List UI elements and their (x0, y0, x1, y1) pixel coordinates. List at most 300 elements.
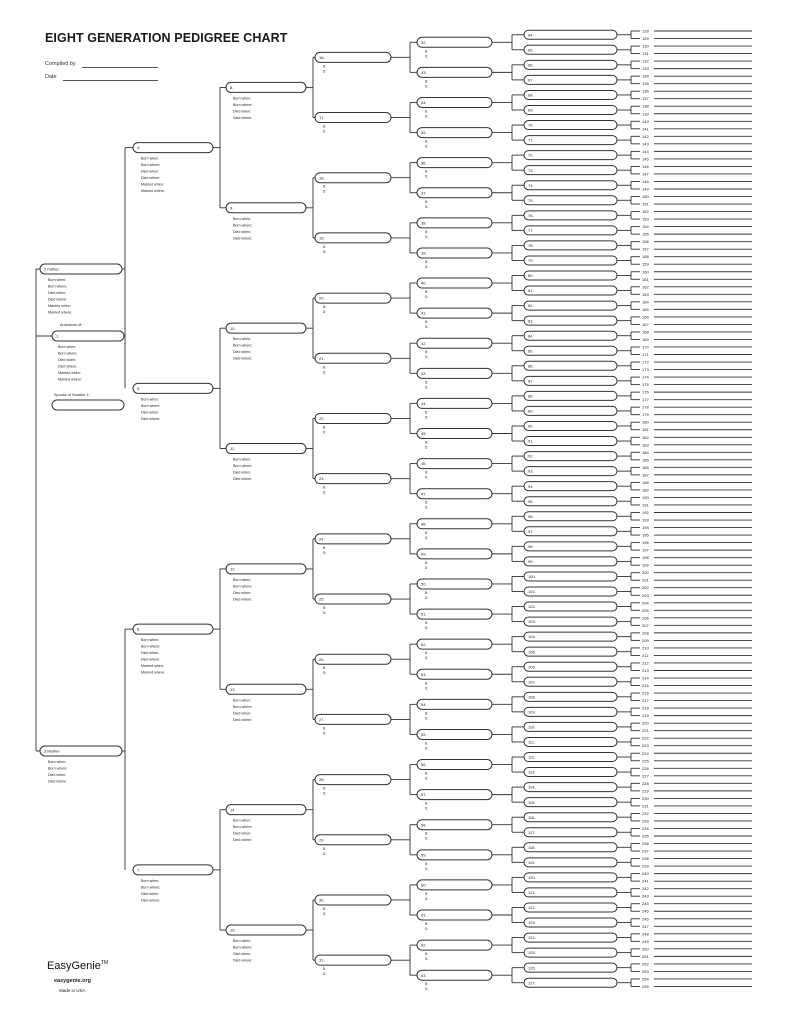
person-63-box[interactable] (417, 970, 492, 980)
person-6-born_where: Born where: (141, 644, 161, 649)
person-27-box-label: 27. (319, 716, 325, 722)
person-60-box[interactable] (417, 880, 492, 890)
person-47-box[interactable] (417, 489, 492, 499)
person-46-box[interactable] (417, 459, 492, 469)
person-5-box-label: 5. (137, 385, 141, 391)
person-99-box[interactable] (524, 557, 617, 566)
person-144-number: 144 (642, 148, 649, 154)
person-109-box[interactable] (524, 707, 617, 716)
person-41-box[interactable] (417, 308, 492, 318)
person-70-box[interactable] (524, 121, 617, 130)
person-88-box-label: 88. (528, 393, 534, 399)
person-113-box-label: 113. (528, 769, 536, 775)
person-48-d: D: (425, 535, 429, 540)
person-126-box[interactable] (524, 963, 617, 972)
person-59-d: D: (425, 866, 429, 871)
person-241-number: 241 (642, 878, 649, 884)
person-54-box[interactable] (417, 699, 492, 709)
person-166-number: 166 (642, 314, 649, 320)
person-39-box[interactable] (417, 248, 492, 258)
person-35-box[interactable] (417, 128, 492, 138)
person-5-died_where: Died where: (141, 416, 161, 421)
person-171-number: 171 (642, 352, 649, 358)
person-95-box[interactable] (524, 497, 617, 506)
person-84-box[interactable] (524, 331, 617, 340)
person-111-box-label: 111. (528, 739, 536, 745)
person-243-number: 243 (642, 893, 649, 899)
person-250-number: 250 (642, 946, 649, 952)
person-77-box[interactable] (524, 226, 617, 235)
person-214-number: 214 (642, 675, 649, 681)
person-36-box[interactable] (417, 158, 492, 168)
person-20-d: D: (323, 310, 327, 315)
person-1-born_where: Born where: (58, 351, 78, 356)
person-114-box-label: 114. (528, 784, 536, 790)
person-27-box[interactable] (315, 714, 391, 724)
person-94-box-label: 94. (528, 483, 534, 489)
person-127-box[interactable] (524, 978, 617, 987)
person-55-box[interactable] (417, 729, 492, 739)
person-177-number: 177 (642, 397, 649, 403)
person-254-number: 254 (642, 976, 649, 982)
person-117-box[interactable] (524, 828, 617, 837)
person-8-born: Born when: (233, 96, 252, 101)
person-50-d: D: (425, 595, 429, 600)
person-56-box[interactable] (417, 760, 492, 770)
person-213-number: 213 (642, 667, 649, 673)
person-127-box-label: 127. (528, 980, 536, 986)
person-30-box-label: 30. (319, 897, 325, 903)
person-33-b: B: (425, 79, 429, 84)
person-6-box[interactable] (133, 624, 213, 634)
person-78-box-label: 78. (528, 243, 534, 249)
person-11-died_where: Died where: (233, 477, 253, 482)
person-23-b: B: (323, 485, 327, 490)
person-29-box[interactable] (315, 835, 391, 845)
person-115-box-label: 115. (528, 799, 536, 805)
person-38-box[interactable] (417, 218, 492, 228)
brand-logo (47, 960, 108, 972)
person-112-box[interactable] (524, 753, 617, 762)
person-25-box[interactable] (315, 594, 391, 604)
person-54-box-label: 54. (421, 701, 427, 707)
person-238-number: 238 (642, 856, 649, 862)
person-13-box[interactable] (226, 684, 306, 694)
person-45-b: B: (425, 440, 429, 445)
person-8-box[interactable] (226, 82, 306, 92)
person-4-married_where: Married where: (141, 189, 165, 194)
person-108-box[interactable] (524, 692, 617, 701)
person-84-box-label: 84. (528, 333, 534, 339)
person-22-b: B: (323, 425, 327, 430)
person-46-box-label: 46. (421, 461, 427, 467)
person-24-b: B: (323, 545, 327, 550)
person-199-number: 199 (642, 562, 649, 568)
person-134-number: 134 (642, 73, 649, 79)
person-15-born_where: Born where: (233, 945, 253, 950)
person-195-number: 195 (642, 532, 649, 538)
person-237-number: 237 (642, 848, 649, 854)
person-187-number: 187 (642, 472, 649, 478)
person-9-born: Born when: (233, 216, 252, 221)
person-80-box[interactable] (524, 271, 617, 280)
person-105-box[interactable] (524, 647, 617, 656)
person-71-box-label: 71. (528, 137, 534, 143)
person-7-died: Died when: (141, 891, 159, 896)
person-17-d: D: (323, 129, 327, 134)
person-9-born_where: Born where: (233, 223, 253, 228)
person-51-box[interactable] (417, 609, 492, 619)
person-26-box[interactable] (315, 654, 391, 664)
person-234-number: 234 (642, 825, 649, 831)
person-15-box-label: 15. (230, 927, 236, 933)
person-16-box[interactable] (315, 52, 391, 62)
person-12-died_where: Died where: (233, 597, 253, 602)
person-68-box-label: 68. (528, 92, 534, 98)
person-75-box-label: 75. (528, 197, 534, 203)
person-123-box[interactable] (524, 918, 617, 927)
person-81-box[interactable] (524, 286, 617, 295)
person-91-box[interactable] (524, 437, 617, 446)
person-148-number: 148 (642, 178, 649, 184)
person-122-box[interactable] (524, 903, 617, 912)
person-82-box[interactable] (524, 301, 617, 310)
person-57-d: D: (425, 806, 429, 811)
person-125-box[interactable] (524, 948, 617, 957)
person-44-d: D: (425, 415, 429, 420)
person-61-box[interactable] (417, 910, 492, 920)
person-110-box[interactable] (524, 722, 617, 731)
person-40-box[interactable] (417, 278, 492, 288)
person-53-box[interactable] (417, 669, 492, 679)
person-10-box[interactable] (226, 323, 306, 333)
person-14-died: Died when: (233, 831, 251, 836)
brand-url[interactable]: easygenie.org (54, 978, 91, 984)
person-64-box[interactable] (524, 30, 617, 39)
person-85-box[interactable] (524, 346, 617, 355)
person-2-married_where: Married where: (48, 310, 72, 315)
person-3-died: Died when: (48, 773, 66, 777)
person-9-box[interactable] (226, 203, 306, 213)
person-114-box[interactable] (524, 783, 617, 792)
person-97-box-label: 97. (528, 528, 534, 534)
person-87-box[interactable] (524, 376, 617, 385)
person-93-box-label: 93. (528, 468, 534, 474)
person-34-box[interactable] (417, 97, 492, 107)
person-43-d: D: (425, 385, 429, 390)
person-33-box-label: 33. (421, 69, 427, 75)
person-34-box-label: 34. (421, 100, 427, 106)
person-33-box[interactable] (417, 67, 492, 77)
person-72-box[interactable] (524, 151, 617, 160)
person-94-box[interactable] (524, 482, 617, 491)
person-8-born_where: Born where: (233, 102, 253, 107)
person-115-box[interactable] (524, 798, 617, 807)
person-6-died_where: Died where: (141, 657, 161, 662)
person-37-box[interactable] (417, 188, 492, 198)
person-96-box[interactable] (524, 512, 617, 521)
person-155-number: 155 (642, 231, 649, 237)
person-57-b: B: (425, 801, 429, 806)
person-33-d: D: (425, 84, 429, 89)
person-1-box[interactable] (52, 331, 124, 341)
person-88-box[interactable] (524, 391, 617, 400)
person-31-box[interactable] (315, 955, 391, 965)
person-43-b: B: (425, 380, 429, 385)
person-49-box[interactable] (417, 549, 492, 559)
person-201-number: 201 (642, 577, 649, 583)
person-64-box-label: 64. (528, 32, 534, 38)
person-78-box[interactable] (524, 241, 617, 250)
person-227-number: 227 (642, 773, 649, 779)
person-48-box-label: 48. (421, 521, 427, 527)
person-37-b: B: (425, 199, 429, 204)
person-185-number: 185 (642, 457, 649, 463)
person-17-box[interactable] (315, 113, 391, 123)
person-242-number: 242 (642, 886, 649, 892)
person-140-number: 140 (642, 118, 649, 124)
person-86-box[interactable] (524, 361, 617, 370)
person-83-box-label: 83. (528, 318, 534, 324)
person-12-box-label: 12. (230, 566, 236, 572)
person-99-box-label: 99. (528, 559, 534, 565)
person-1-born: Born when: (58, 345, 77, 349)
person-80-box-label: 80. (528, 273, 534, 279)
person-66-box[interactable] (524, 60, 617, 69)
person-228-number: 228 (642, 780, 649, 786)
person-18-d: D: (323, 189, 327, 194)
person-89-box[interactable] (524, 406, 617, 415)
person-12-box[interactable] (226, 564, 306, 574)
person-62-box[interactable] (417, 940, 492, 950)
person-16-box-label: 16. (319, 54, 325, 60)
person-49-b: B: (425, 560, 429, 565)
person-184-number: 184 (642, 449, 649, 455)
person-18-box[interactable] (315, 173, 391, 183)
person-50-box[interactable] (417, 579, 492, 589)
person-45-d: D: (425, 445, 429, 450)
person-48-box[interactable] (417, 519, 492, 529)
person-23-box[interactable] (315, 474, 391, 484)
person-163-number: 163 (642, 291, 649, 297)
person-6-married: Married when: (141, 664, 164, 669)
person-14-born_where: Born where: (233, 825, 253, 830)
person-98-box[interactable] (524, 542, 617, 551)
person-17-b: B: (323, 124, 327, 129)
person-7-box[interactable] (133, 865, 213, 875)
person-27-d: D: (323, 731, 327, 736)
person-239-number: 239 (642, 863, 649, 869)
person-29-box-label: 29. (319, 837, 325, 843)
person-226-number: 226 (642, 765, 649, 771)
person-13-born_where: Born where: (233, 704, 253, 709)
person-131-number: 131 (642, 51, 649, 57)
person-22-box-label: 22. (319, 416, 325, 422)
spouse-box[interactable] (52, 400, 124, 410)
person-90-box[interactable] (524, 421, 617, 430)
person-60-d: D: (425, 896, 429, 901)
person-137-number: 137 (642, 96, 649, 102)
person-14-box[interactable] (226, 805, 306, 815)
person-2-died: Died when: (48, 291, 66, 295)
person-49-d: D: (425, 565, 429, 570)
person-104-box[interactable] (524, 632, 617, 641)
person-101-box[interactable] (524, 587, 617, 596)
person-73-box[interactable] (524, 166, 617, 175)
person-41-box-label: 41. (421, 310, 427, 316)
person-1-married: Married when: (58, 371, 81, 375)
person-119-box[interactable] (524, 858, 617, 867)
person-15-box[interactable] (226, 925, 306, 935)
person-4-born: Born when: (141, 156, 160, 161)
person-116-box[interactable] (524, 813, 617, 822)
person-43-box[interactable] (417, 368, 492, 378)
person-9-died_where: Died where: (233, 236, 253, 241)
person-15-died_where: Died where: (233, 958, 253, 963)
person-20-box[interactable] (315, 293, 391, 303)
person-53-b: B: (425, 681, 429, 686)
person-76-box[interactable] (524, 211, 617, 220)
person-36-box-label: 36. (421, 160, 427, 166)
person-14-died_where: Died where: (233, 838, 253, 843)
person-58-box[interactable] (417, 820, 492, 830)
person-202-number: 202 (642, 585, 649, 591)
person-21-d: D: (323, 370, 327, 375)
person-120-box[interactable] (524, 873, 617, 882)
person-65-box[interactable] (524, 45, 617, 54)
person-173-number: 173 (642, 367, 649, 373)
person-42-b: B: (425, 350, 429, 355)
person-63-d: D: (425, 987, 429, 992)
person-57-box[interactable] (417, 790, 492, 800)
person-29-d: D: (323, 851, 327, 856)
person-59-box[interactable] (417, 850, 492, 860)
person-75-box[interactable] (524, 196, 617, 205)
person-136-number: 136 (642, 88, 649, 94)
person-54-d: D: (425, 716, 429, 721)
person-100-box[interactable] (524, 572, 617, 581)
person-12-died: Died when: (233, 590, 251, 595)
person-15-born: Born when: (233, 939, 252, 944)
person-11-born_where: Born where: (233, 464, 253, 469)
person-112-box-label: 112. (528, 754, 536, 760)
person-74-box[interactable] (524, 181, 617, 190)
person-45-box[interactable] (417, 429, 492, 439)
person-16-d: D: (323, 69, 327, 74)
person-150-number: 150 (642, 194, 649, 200)
person-40-d: D: (425, 295, 429, 300)
person-197-number: 197 (642, 547, 649, 553)
person-4-died: Died when: (141, 169, 159, 174)
person-29-b: B: (323, 846, 327, 851)
person-24-box-label: 24. (319, 536, 325, 542)
person-38-d: D: (425, 234, 429, 239)
person-160-number: 160 (642, 269, 649, 275)
person-97-box[interactable] (524, 527, 617, 536)
person-71-box[interactable] (524, 136, 617, 145)
person-19-box[interactable] (315, 233, 391, 243)
person-17-box-label: 17. (319, 115, 325, 121)
person-203-number: 203 (642, 592, 649, 598)
person-41-b: B: (425, 320, 429, 325)
person-232-number: 232 (642, 810, 649, 816)
person-52-box[interactable] (417, 639, 492, 649)
person-92-box[interactable] (524, 452, 617, 461)
person-52-box-label: 52. (421, 641, 427, 647)
person-63-b: B: (425, 982, 429, 987)
person-62-box-label: 62. (421, 942, 427, 948)
person-44-box-label: 44. (421, 401, 427, 407)
person-82-box-label: 82. (528, 303, 534, 309)
person-51-d: D: (425, 626, 429, 631)
person-103-box[interactable] (524, 617, 617, 626)
person-25-d: D: (323, 611, 327, 616)
person-107-box-label: 107. (528, 679, 536, 685)
person-11-box[interactable] (226, 444, 306, 454)
person-24-box[interactable] (315, 534, 391, 544)
person-217-number: 217 (642, 698, 649, 704)
person-21-b: B: (323, 365, 327, 370)
person-106-box[interactable] (524, 662, 617, 671)
person-30-box[interactable] (315, 895, 391, 905)
person-102-box[interactable] (524, 602, 617, 611)
person-87-box-label: 87. (528, 378, 534, 384)
person-30-d: D: (323, 911, 327, 916)
person-118-box[interactable] (524, 843, 617, 852)
person-38-box-label: 38. (421, 220, 427, 226)
person-121-box[interactable] (524, 888, 617, 897)
person-5-box[interactable] (133, 383, 213, 393)
person-44-box[interactable] (417, 398, 492, 408)
person-61-b: B: (425, 922, 429, 927)
person-69-box-label: 69. (528, 107, 534, 113)
person-107-box[interactable] (524, 677, 617, 686)
person-111-box[interactable] (524, 737, 617, 746)
person-4-born_where: Born where: (141, 163, 161, 168)
person-253-number: 253 (642, 968, 649, 974)
person-15-died: Died when: (233, 952, 251, 957)
person-105-box-label: 105. (528, 649, 536, 655)
person-220-number: 220 (642, 720, 649, 726)
person-1-died_where: Died where: (58, 364, 78, 369)
person-21-box[interactable] (315, 353, 391, 363)
person-124-box[interactable] (524, 933, 617, 942)
person-79-box[interactable] (524, 256, 617, 265)
person-42-box[interactable] (417, 338, 492, 348)
person-8-box-label: 8. (230, 85, 234, 91)
person-236-number: 236 (642, 841, 649, 847)
person-178-number: 178 (642, 404, 649, 410)
person-68-box[interactable] (524, 90, 617, 99)
person-161-number: 161 (642, 276, 649, 282)
person-25-b: B: (323, 606, 327, 611)
person-113-box[interactable] (524, 768, 617, 777)
person-69-box[interactable] (524, 105, 617, 114)
person-67-box[interactable] (524, 75, 617, 84)
person-34-b: B: (425, 109, 429, 114)
person-28-box[interactable] (315, 775, 391, 785)
person-93-box[interactable] (524, 467, 617, 476)
person-255-number: 255 (642, 983, 649, 989)
person-95-box-label: 95. (528, 498, 534, 504)
person-12-born: Born when: (233, 577, 252, 582)
person-83-box[interactable] (524, 316, 617, 325)
person-4-box[interactable] (133, 143, 213, 153)
person-32-box[interactable] (417, 37, 492, 47)
person-175-number: 175 (642, 382, 649, 388)
person-158-number: 158 (642, 254, 649, 260)
person-22-box[interactable] (315, 413, 391, 423)
